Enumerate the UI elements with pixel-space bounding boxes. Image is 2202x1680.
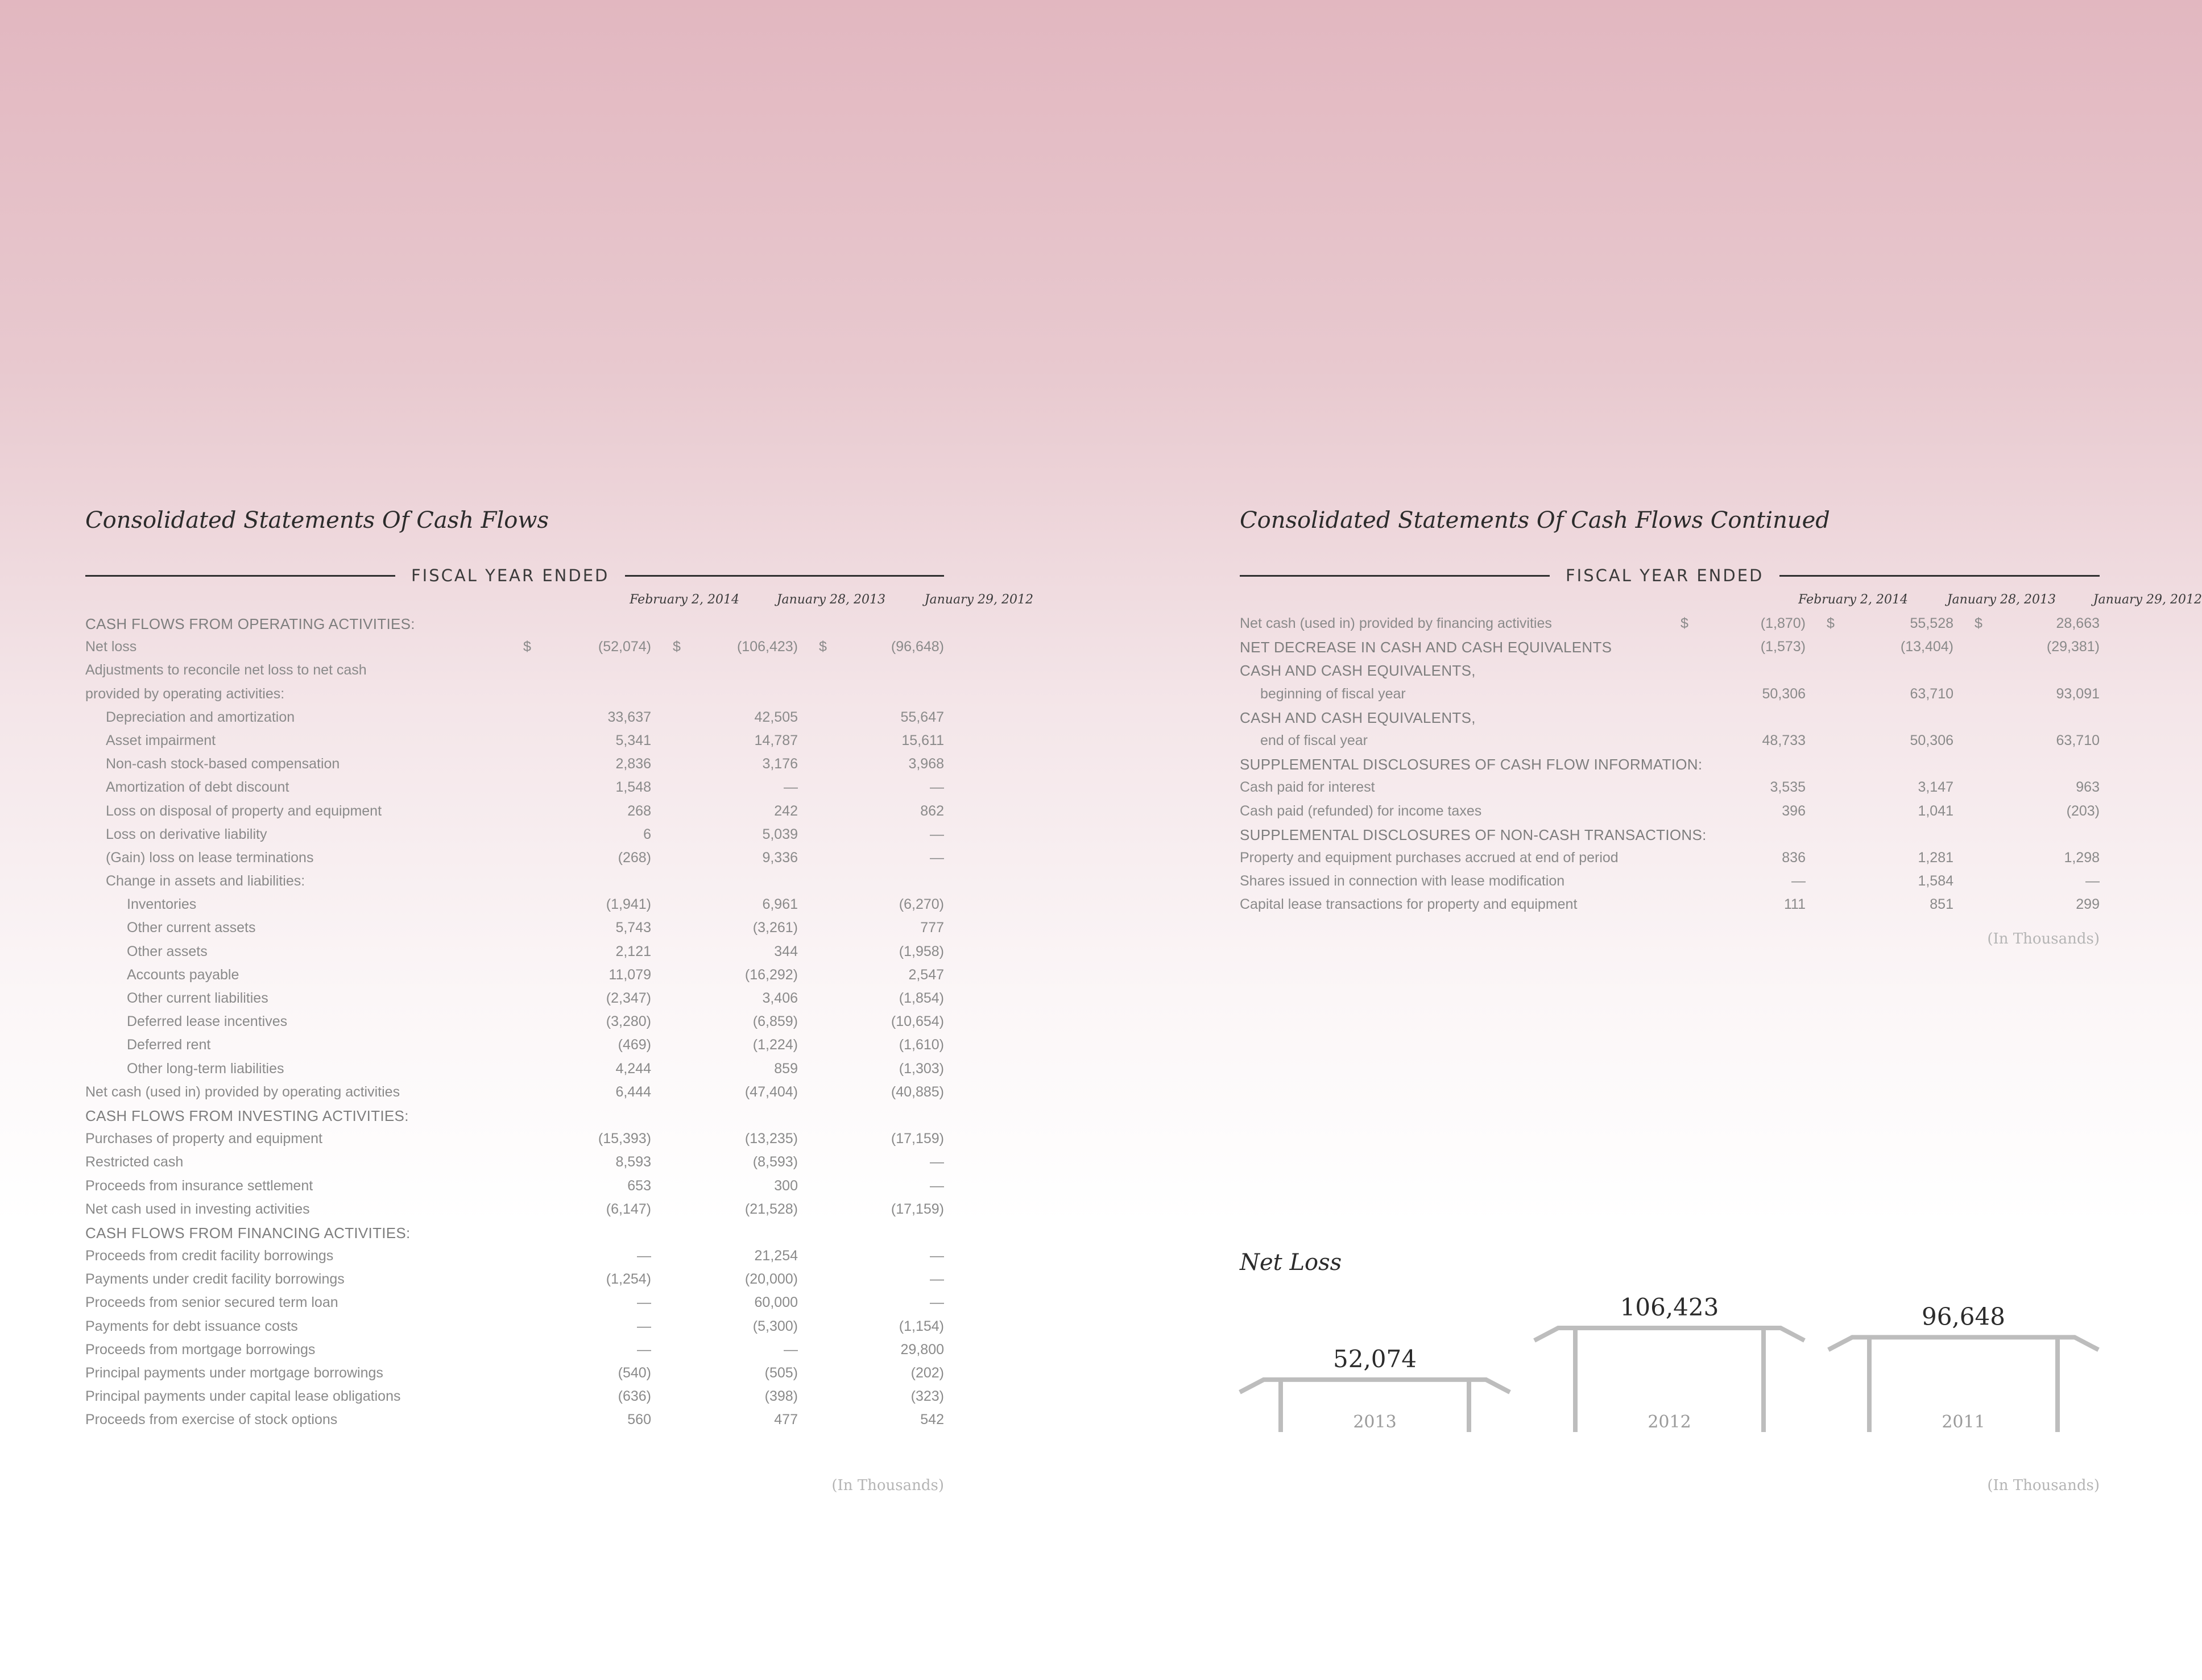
header-rule: [625, 575, 944, 577]
header-rule: [85, 575, 395, 577]
row-label: Adjustments to reconcile net loss to net cash: [85, 662, 367, 678]
row-label: Other current assets: [127, 920, 256, 936]
row-payments-for-debt-issuance-costs: [85, 1315, 944, 1338]
left-col-head-2012: January 29, 2012: [924, 593, 1033, 607]
row-inventories: [85, 893, 944, 916]
cell-value: 851: [1930, 896, 1953, 913]
left-table-rows: [85, 612, 944, 1432]
row-property-and-equipment-purchases-accrued-at-end-: [1240, 846, 2100, 870]
cell-value: (20,000): [744, 1271, 798, 1288]
row-depreciation-and-amortization: [85, 706, 944, 729]
cell-value: —: [2085, 873, 2100, 889]
cell-value: (202): [910, 1365, 944, 1381]
row-label: Cash paid for interest: [1240, 779, 1375, 796]
row-loss-on-derivative-liability: [85, 823, 944, 846]
row-label: end of fiscal year: [1260, 732, 1368, 748]
row-adjustments-to-reconcile-net-loss-to-net-cash: [85, 659, 944, 682]
row-label: provided by operating activities:: [85, 685, 285, 702]
currency-symbol: $: [819, 639, 827, 655]
cell-value: (505): [764, 1365, 798, 1381]
cell-value: (106,423): [736, 639, 798, 655]
right-unit-note: (In Thousands): [1987, 930, 2100, 947]
row-cash-paid-for-interest: [1240, 776, 2100, 799]
row-gain-loss-on-lease-terminations: [85, 846, 944, 870]
cell-value: 6: [643, 826, 651, 842]
row-principal-payments-under-mortgage-borrowings: [85, 1362, 944, 1385]
row-accounts-payable: [85, 963, 944, 987]
cell-value: 6,444: [615, 1083, 651, 1100]
cell-value: —: [637, 1318, 651, 1334]
cell-value: —: [930, 1177, 944, 1194]
cell-value: 15,611: [901, 732, 944, 748]
cell-value: —: [930, 849, 944, 866]
row-label: Other current liabilities: [127, 990, 268, 1006]
row-label: CASH FLOWS FROM FINANCING ACTIVITIES:: [85, 1224, 411, 1242]
row-restricted-cash: [85, 1151, 944, 1174]
cell-value: (6,147): [606, 1201, 651, 1217]
row-other-long-term-liabilities: [85, 1057, 944, 1081]
row-payments-under-credit-facility-borrowings: [85, 1268, 944, 1291]
row-supplemental-disclosures-of-non-cash-transaction: [1240, 823, 2100, 846]
cell-value: 1,584: [1918, 873, 1953, 889]
row-net-decrease-in-cash-and-cash-equivalents: [1240, 635, 2100, 659]
row-other-current-liabilities: [85, 987, 944, 1010]
cell-value: —: [784, 1341, 798, 1358]
row-label: Other assets: [127, 943, 208, 959]
cell-value: (40,885): [891, 1083, 944, 1100]
row-label: NET DECREASE IN CASH AND CASH EQUIVALENTS: [1240, 639, 1612, 656]
right-col-head-2014: February 2, 2014: [1798, 593, 1908, 607]
cell-value: (323): [910, 1388, 944, 1405]
row-net-cash-used-in-provided-by-operating-activitie: [85, 1081, 944, 1104]
row-capital-lease-transactions-for-property-and-equi: [1240, 893, 2100, 916]
bar-year-label: 2012: [1648, 1412, 1691, 1432]
row-label: Net cash (used in) provided by operating activities: [85, 1083, 400, 1100]
cell-value: 2,836: [615, 756, 651, 772]
cell-value: (21,528): [744, 1201, 798, 1217]
row-label: Non-cash stock-based compensation: [106, 756, 340, 772]
cell-value: 963: [2076, 779, 2100, 796]
cell-value: (636): [618, 1388, 651, 1405]
cell-value: (1,573): [1760, 639, 1806, 655]
cell-value: 28,663: [2056, 615, 2100, 631]
row-other-assets: [85, 940, 944, 963]
row-label: CASH FLOWS FROM OPERATING ACTIVITIES:: [85, 615, 415, 632]
cell-value: 2,547: [908, 966, 944, 983]
cell-value: 777: [920, 920, 944, 936]
bar-value-label: 52,074: [1333, 1344, 1417, 1373]
row-proceeds-from-exercise-of-stock-options: [85, 1408, 944, 1431]
cell-value: (268): [618, 849, 651, 866]
cell-value: 8,593: [615, 1154, 651, 1170]
row-label: Proceeds from credit facility borrowings: [85, 1248, 334, 1264]
cell-value: 5,743: [615, 920, 651, 936]
cell-value: 63,710: [1910, 685, 1953, 702]
fiscal-year-label: FISCAL YEAR ENDED: [411, 566, 610, 585]
row-label: Cash paid (refunded) for income taxes: [1240, 802, 1482, 819]
right-table-rows: [1240, 612, 2100, 916]
row-cash-and-cash-equivalents: [1240, 659, 2100, 682]
row-cash-flows-from-operating-activities: [85, 612, 944, 635]
cell-value: 344: [774, 943, 798, 959]
row-label: Loss on disposal of property and equipment: [106, 802, 382, 819]
cell-value: 1,298: [2064, 849, 2100, 866]
cell-value: (398): [764, 1388, 798, 1405]
row-amortization-of-debt-discount: [85, 776, 944, 799]
cell-value: (2,347): [606, 990, 651, 1006]
cell-value: (47,404): [744, 1083, 798, 1100]
bar-value-label: 106,423: [1620, 1293, 1719, 1321]
cell-value: 477: [774, 1412, 798, 1428]
row-proceeds-from-mortgage-borrowings: [85, 1338, 944, 1362]
cell-value: —: [930, 1248, 944, 1264]
row-proceeds-from-senior-secured-term-loan: [85, 1291, 944, 1314]
row-principal-payments-under-capital-lease-obligatio: [85, 1385, 944, 1408]
cell-value: (17,159): [891, 1201, 944, 1217]
cell-value: 1,041: [1918, 802, 1953, 819]
cell-value: 862: [920, 802, 944, 819]
row-label: Proceeds from senior secured term loan: [85, 1294, 338, 1311]
cell-value: —: [930, 1271, 944, 1288]
cell-value: 55,528: [1910, 615, 1953, 631]
net-loss-title: Net Loss: [1240, 1249, 1342, 1276]
row-asset-impairment: [85, 729, 944, 752]
cell-value: 2,121: [615, 943, 651, 959]
cell-value: (29,381): [2046, 639, 2100, 655]
cell-value: 396: [1782, 802, 1806, 819]
cell-value: (1,224): [752, 1037, 798, 1053]
cell-value: (17,159): [891, 1131, 944, 1147]
currency-symbol: $: [673, 639, 681, 655]
row-label: CASH AND CASH EQUIVALENTS,: [1240, 709, 1476, 726]
row-label: Depreciation and amortization: [106, 709, 295, 725]
row-cash-flows-from-financing-activities: [85, 1221, 944, 1244]
cell-value: 29,800: [900, 1341, 944, 1358]
cell-value: (1,610): [899, 1037, 944, 1053]
row-loss-on-disposal-of-property-and-equipment: [85, 800, 944, 823]
row-label: SUPPLEMENTAL DISCLOSURES OF NON-CASH TRANSACTIONS:: [1240, 826, 1707, 843]
cell-value: 50,306: [1762, 685, 1806, 702]
row-beginning-of-fiscal-year: [1240, 682, 2100, 706]
row-other-current-assets: [85, 916, 944, 940]
cell-value: 3,535: [1770, 779, 1806, 796]
cell-value: 6,961: [762, 896, 798, 913]
cell-value: 11,079: [609, 966, 651, 983]
cell-value: —: [637, 1248, 651, 1264]
cell-value: (1,303): [899, 1060, 944, 1077]
row-label: beginning of fiscal year: [1260, 685, 1406, 702]
cell-value: 560: [627, 1412, 651, 1428]
cell-value: —: [637, 1341, 651, 1358]
cell-value: —: [1791, 873, 1806, 889]
left-unit-note: (In Thousands): [831, 1477, 944, 1494]
cell-value: (3,261): [752, 920, 798, 936]
cell-value: (469): [618, 1037, 651, 1053]
net-loss-graphic: [1240, 1293, 2100, 1450]
row-label: Accounts payable: [127, 966, 239, 983]
net-loss-bar-2011: [1828, 1302, 2098, 1432]
cell-value: 48,733: [1762, 732, 1806, 748]
cell-value: (1,854): [899, 990, 944, 1006]
right-col-head-2013: January 28, 2013: [1947, 593, 2056, 607]
cell-value: (6,859): [752, 1013, 798, 1030]
row-net-cash-used-in-provided-by-financing-activitie: [1240, 612, 2100, 635]
row-label: Proceeds from mortgage borrowings: [85, 1341, 316, 1358]
left-col-head-2014: February 2, 2014: [630, 593, 739, 607]
cell-value: 55,647: [900, 709, 944, 725]
cell-value: —: [637, 1294, 651, 1311]
left-col-head-2013: January 28, 2013: [776, 593, 885, 607]
cell-value: 3,147: [1918, 779, 1953, 796]
row-label: Net cash (used in) provided by financing activities: [1240, 615, 1552, 631]
right-col-head-2012: January 29, 2012: [2093, 593, 2202, 607]
right-title: Consolidated Statements Of Cash Flows Continued: [1240, 507, 1830, 533]
cell-value: (13,404): [1900, 639, 1953, 655]
cell-value: (1,958): [899, 943, 944, 959]
cell-value: —: [930, 826, 944, 842]
cell-value: 653: [627, 1177, 651, 1194]
cell-value: 42,505: [754, 709, 798, 725]
row-deferred-rent: [85, 1033, 944, 1057]
row-label: Change in assets and liabilities:: [106, 873, 305, 889]
currency-symbol: $: [1975, 615, 1982, 631]
cell-value: 3,406: [762, 990, 798, 1006]
row-non-cash-stock-based-compensation: [85, 752, 944, 776]
cell-value: 60,000: [754, 1294, 798, 1311]
row-label: Capital lease transactions for property and equipment: [1240, 896, 1578, 913]
row-cash-paid-refunded-for-income-taxes: [1240, 800, 2100, 823]
cell-value: (1,254): [606, 1271, 651, 1288]
row-label: Amortization of debt discount: [106, 779, 289, 796]
cell-value: (5,300): [752, 1318, 798, 1334]
cell-value: (16,292): [744, 966, 798, 983]
row-cash-and-cash-equivalents: [1240, 706, 2100, 729]
cell-value: —: [930, 1294, 944, 1311]
row-label: Net loss: [85, 639, 137, 655]
cell-value: 268: [627, 802, 651, 819]
cell-value: —: [930, 1154, 944, 1170]
row-net-cash-used-in-investing-activities: [85, 1198, 944, 1221]
row-supplemental-disclosures-of-cash-flow-informatio: [1240, 752, 2100, 776]
row-label: Deferred rent: [127, 1037, 211, 1053]
net-loss-bar-2013: [1240, 1345, 1510, 1432]
cell-value: 111: [1783, 896, 1806, 913]
cell-value: 9,336: [762, 849, 798, 866]
row-label: Proceeds from insurance settlement: [85, 1177, 313, 1194]
cell-value: 542: [920, 1412, 944, 1428]
row-proceeds-from-credit-facility-borrowings: [85, 1244, 944, 1268]
row-label: Shares issued in connection with lease modification: [1240, 873, 1565, 889]
bar-value-label: 96,648: [1922, 1302, 2005, 1331]
row-provided-by-operating-activities: [85, 682, 944, 706]
row-cash-flows-from-investing-activities: [85, 1104, 944, 1127]
row-label: Inventories: [127, 896, 197, 913]
row-label: Payments for debt issuance costs: [85, 1318, 298, 1334]
fiscal-year-label: FISCAL YEAR ENDED: [1566, 566, 1764, 585]
cell-value: 300: [774, 1177, 798, 1194]
row-label: Proceeds from exercise of stock options: [85, 1412, 338, 1428]
row-label: CASH FLOWS FROM INVESTING ACTIVITIES:: [85, 1107, 409, 1124]
bar-year-label: 2011: [1942, 1412, 1985, 1432]
row-purchases-of-property-and-equipment: [85, 1127, 944, 1151]
cell-value: 859: [774, 1060, 798, 1077]
row-label: Principal payments under mortgage borrowings: [85, 1365, 383, 1381]
row-label: SUPPLEMENTAL DISCLOSURES OF CASH FLOW INFORMATION:: [1240, 756, 1703, 773]
left-title: Consolidated Statements Of Cash Flows: [85, 507, 549, 533]
cell-value: (52,074): [598, 639, 651, 655]
row-label: Principal payments under capital lease obligations: [85, 1388, 401, 1405]
cell-value: 836: [1782, 849, 1806, 866]
cell-value: (10,654): [891, 1013, 944, 1030]
row-label: CASH AND CASH EQUIVALENTS,: [1240, 662, 1476, 680]
left-fiscal-year-header: [85, 564, 944, 587]
cell-value: 63,710: [2056, 732, 2100, 748]
net-loss-unit-note: (In Thousands): [1987, 1477, 2100, 1494]
row-label: Asset impairment: [106, 732, 216, 748]
row-label: Other long-term liabilities: [127, 1060, 284, 1077]
row-label: Property and equipment purchases accrued at end of period: [1240, 849, 1619, 866]
cell-value: (540): [618, 1365, 651, 1381]
currency-symbol: $: [1681, 615, 1688, 631]
cell-value: 3,968: [908, 756, 944, 772]
row-proceeds-from-insurance-settlement: [85, 1174, 944, 1198]
cell-value: (1,941): [606, 896, 651, 913]
row-shares-issued-in-connection-with-lease-modificat: [1240, 870, 2100, 893]
cell-value: 33,637: [607, 709, 651, 725]
cell-value: 50,306: [1910, 732, 1953, 748]
net-loss-bar-2012: [1534, 1293, 1804, 1432]
cell-value: 1,281: [1918, 849, 1953, 866]
row-change-in-assets-and-liabilities: [85, 870, 944, 893]
header-rule: [1779, 575, 2100, 577]
row-label: Payments under credit facility borrowings: [85, 1271, 345, 1288]
cell-value: —: [784, 779, 798, 796]
row-label: Purchases of property and equipment: [85, 1131, 322, 1147]
cell-value: (6,270): [899, 896, 944, 913]
row-label: Net cash used in investing activities: [85, 1201, 310, 1217]
cell-value: 3,176: [762, 756, 798, 772]
row-label: Deferred lease incentives: [127, 1013, 288, 1030]
cell-value: 299: [2076, 896, 2100, 913]
cell-value: —: [930, 779, 944, 796]
cell-value: (3,280): [606, 1013, 651, 1030]
row-end-of-fiscal-year: [1240, 729, 2100, 752]
cell-value: 242: [774, 802, 798, 819]
row-label: Restricted cash: [85, 1154, 184, 1170]
row-net-loss: [85, 635, 944, 659]
row-label: (Gain) loss on lease terminations: [106, 849, 314, 866]
cell-value: 21,254: [754, 1248, 798, 1264]
row-deferred-lease-incentives: [85, 1010, 944, 1033]
cell-value: (203): [2066, 802, 2100, 819]
cell-value: 93,091: [2056, 685, 2100, 702]
currency-symbol: $: [523, 639, 531, 655]
row-label: Loss on derivative liability: [106, 826, 267, 842]
cell-value: 5,341: [615, 732, 651, 748]
cell-value: 1,548: [615, 779, 651, 796]
cell-value: (15,393): [598, 1131, 651, 1147]
cell-value: (1,154): [899, 1318, 944, 1334]
cell-value: 14,787: [754, 732, 798, 748]
cell-value: (1,870): [1760, 615, 1806, 631]
cell-value: (8,593): [752, 1154, 798, 1170]
bar-year-label: 2013: [1353, 1412, 1397, 1432]
currency-symbol: $: [1827, 615, 1835, 631]
right-fiscal-year-header: [1240, 564, 2100, 587]
cell-value: (13,235): [744, 1131, 798, 1147]
cell-value: 4,244: [615, 1060, 651, 1077]
header-rule: [1240, 575, 1550, 577]
cell-value: 5,039: [762, 826, 798, 842]
cell-value: (96,648): [891, 639, 944, 655]
